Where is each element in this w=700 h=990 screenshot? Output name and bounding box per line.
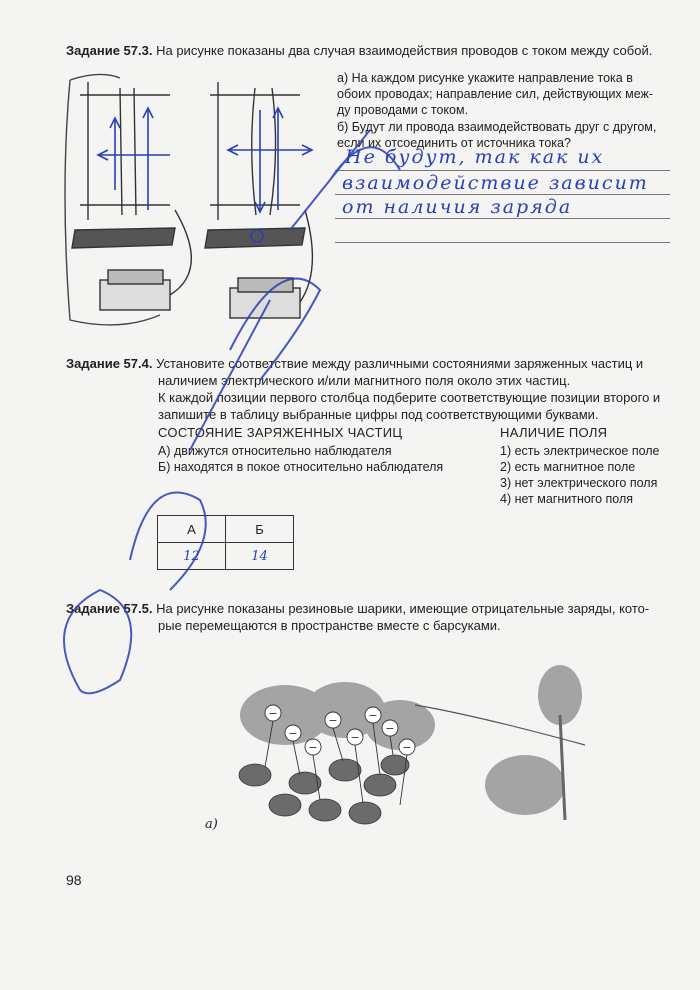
- column-2-header: НАЛИЧИЕ ПОЛЯ: [500, 425, 608, 440]
- task-57-5-label: Задание 57.5.: [66, 601, 153, 616]
- handwritten-answer-line-1: Не будут, так как их: [345, 146, 605, 168]
- balloon-sign-1: −: [268, 707, 278, 720]
- field-item-4: 4) нет магнитного поля: [500, 492, 634, 506]
- question-a-line-1: а) На каждом рисунке укажите направление тока в: [337, 71, 633, 85]
- task-57-4-label: Задание 57.4.: [66, 356, 153, 371]
- balloon-sign-6: −: [368, 709, 378, 722]
- answer-table-header-a: А: [158, 516, 226, 543]
- task-57-3-text: На рисунке показаны два случая взаимодействия проводов с током между собой.: [156, 43, 653, 58]
- task-57-4-text-line-3: К каждой позиции первого столбца подберите соответствующие позиции второго и: [158, 390, 661, 405]
- question-b-line-2: если их отсоединить от источника тока?: [337, 136, 571, 150]
- task-57-4-text-line-2: наличием электрического и/или магнитного поля около этих частиц.: [158, 373, 571, 388]
- balloon-sign-8: −: [402, 741, 412, 754]
- balloon-sign-5: −: [350, 731, 360, 744]
- state-item-a: А) движутся относительно наблюдателя: [158, 444, 392, 458]
- question-b-line-1: б) Будут ли провода взаимодействовать друг с другом,: [337, 120, 657, 134]
- handwritten-answer-line-2: взаимодействие зависит: [342, 172, 649, 194]
- field-item-1: 1) есть электрическое поле: [500, 444, 660, 458]
- column-1-header: СОСТОЯНИЕ ЗАРЯЖЕННЫХ ЧАСТИЦ: [158, 425, 403, 440]
- task-57-5-text-line-1: На рисунке показаны резиновые шарики, имеющие отрицательные заряды, кото-: [156, 601, 650, 616]
- figure-label-a: а): [205, 817, 218, 832]
- task-57-3-label: Задание 57.3.: [66, 43, 153, 58]
- question-a-line-3: ду проводами с током.: [337, 103, 469, 117]
- page-number: 98: [66, 872, 82, 888]
- balloon-sign-3: −: [308, 741, 318, 754]
- task-57-4-text-line-4: запишите в таблицу выбранные цифры под соответствующими буквами.: [158, 407, 599, 422]
- balloon-sign-7: −: [385, 722, 395, 735]
- balloon-sign-4: −: [328, 714, 338, 727]
- answer-table-header-b: Б: [226, 516, 294, 543]
- question-a-line-2: обоих проводах; направление сил, действующих меж-: [337, 87, 654, 101]
- answer-table-value-a: 12: [158, 543, 226, 570]
- handwritten-answer-line-3: от наличия заряда: [342, 196, 573, 218]
- task-57-5-text-line-2: рые перемещаются в пространстве вместе с барсуками.: [158, 618, 501, 633]
- answer-table-value-b: 14: [226, 543, 294, 570]
- balloon-sign-2: −: [288, 727, 298, 740]
- field-item-2: 2) есть магнитное поле: [500, 460, 636, 474]
- task-57-4-text-line-1: Установите соответствие между различными состояниями заряженных частиц и: [156, 356, 644, 371]
- field-item-3: 3) нет электрического поля: [500, 476, 658, 490]
- state-item-b: Б) находятся в покое относительно наблюдателя: [158, 460, 444, 474]
